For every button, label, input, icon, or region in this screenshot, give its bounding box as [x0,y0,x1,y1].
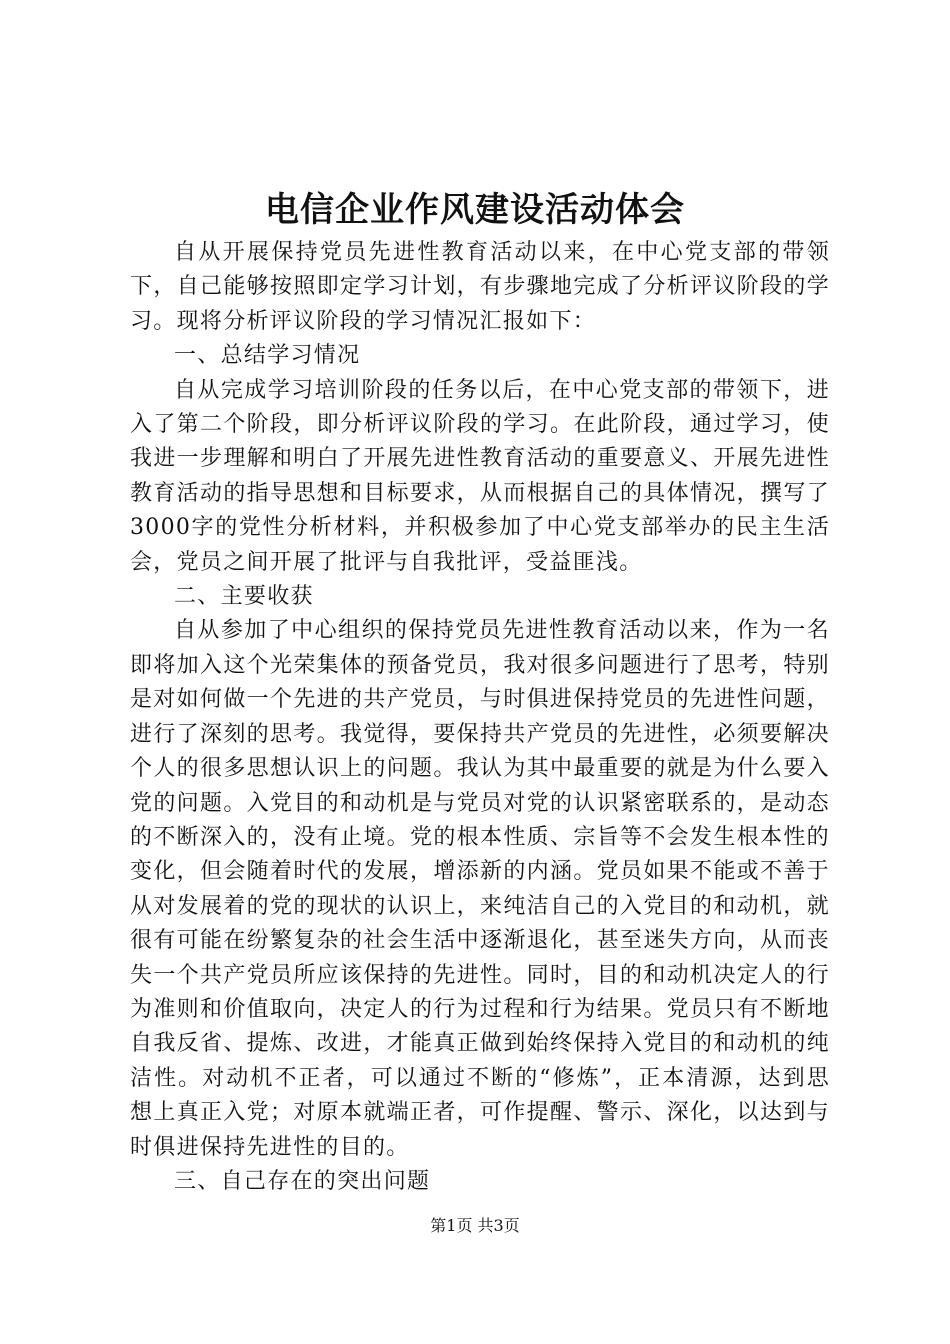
paragraph-section-2: 自从参加了中心组织的保持党员先进性教育活动以来，作为一名即将加入这个光荣集体的预备党员，我对很多问题进行了思考，特别是对如何做一个先进的共产党员，与时俱进保持党员的先进性问题，进行了深刻的思考。我觉得，要保持共产党员的先进性，必须要解决个人的很多思想认识上的问题。我认为其中最重要的就是为什么要入党的问题。入党目的和动机是与党员对党的认识紧密联系的，是动态的不断深入的，没有止境。党的根本性质、宗旨等不会发生根本性的变化，但会随着时代的发展，增添新的内涵。党员如果不能或不善于从对发展着的党的现状的认识上，来纯洁自己的入党目的和动机，就很有可能在纷繁复杂的社会生活中逐渐退化，甚至迷失方向，从而丧失一个共产党员所应该保持的先进性。同时，目的和动机决定人的行为准则和价值取向，决定人的行为过程和行为结果。党员只有不断地自我反省、提炼、改进，才能真正做到始终保持入党目的和动机的纯洁性。对动机不正者，可以通过不断的“修炼”，正本清源，达到思想上真正入党；对原本就端正者，可作提醒、警示、深化，以达到与时俱进保持先进性的目的。 [130,618,830,1160]
paragraph-intro: 自从开展保持党员先进性教育活动以来，在中心党支部的带领下，自己能够按照即定学习计划，有步骤地完成了分析评议阶段的学习。现将分析评议阶段的学习情况汇报如下： [130,240,830,334]
section-heading-2: 二、主要收获 [174,584,314,610]
page-footer: 第1页 共3页 [430,1216,520,1235]
paragraph-section-1: 自从完成学习培训阶段的任务以后，在中心党支部的带领下，进入了第二个阶段，即分析评议阶段的学习。在此阶段，通过学习，使我进一步理解和明白了开展先进性教育活动的重要意义、开展先进性教育活动的指导思想和目标要求，从而根据自己的具体情况，撰写了3000字的党性分析材料，并积极参加了中心党支部举办的民主生活会，党员之间开展了批评与自我批评，受益匪浅。 [130,377,830,575]
document-title: 电信企业作风建设活动体会 [265,190,685,230]
section-heading-1: 一、总结学习情况 [174,343,361,369]
section-heading-3: 三、自己存在的突出问题 [174,1168,431,1194]
document-body [130,236,830,1199]
